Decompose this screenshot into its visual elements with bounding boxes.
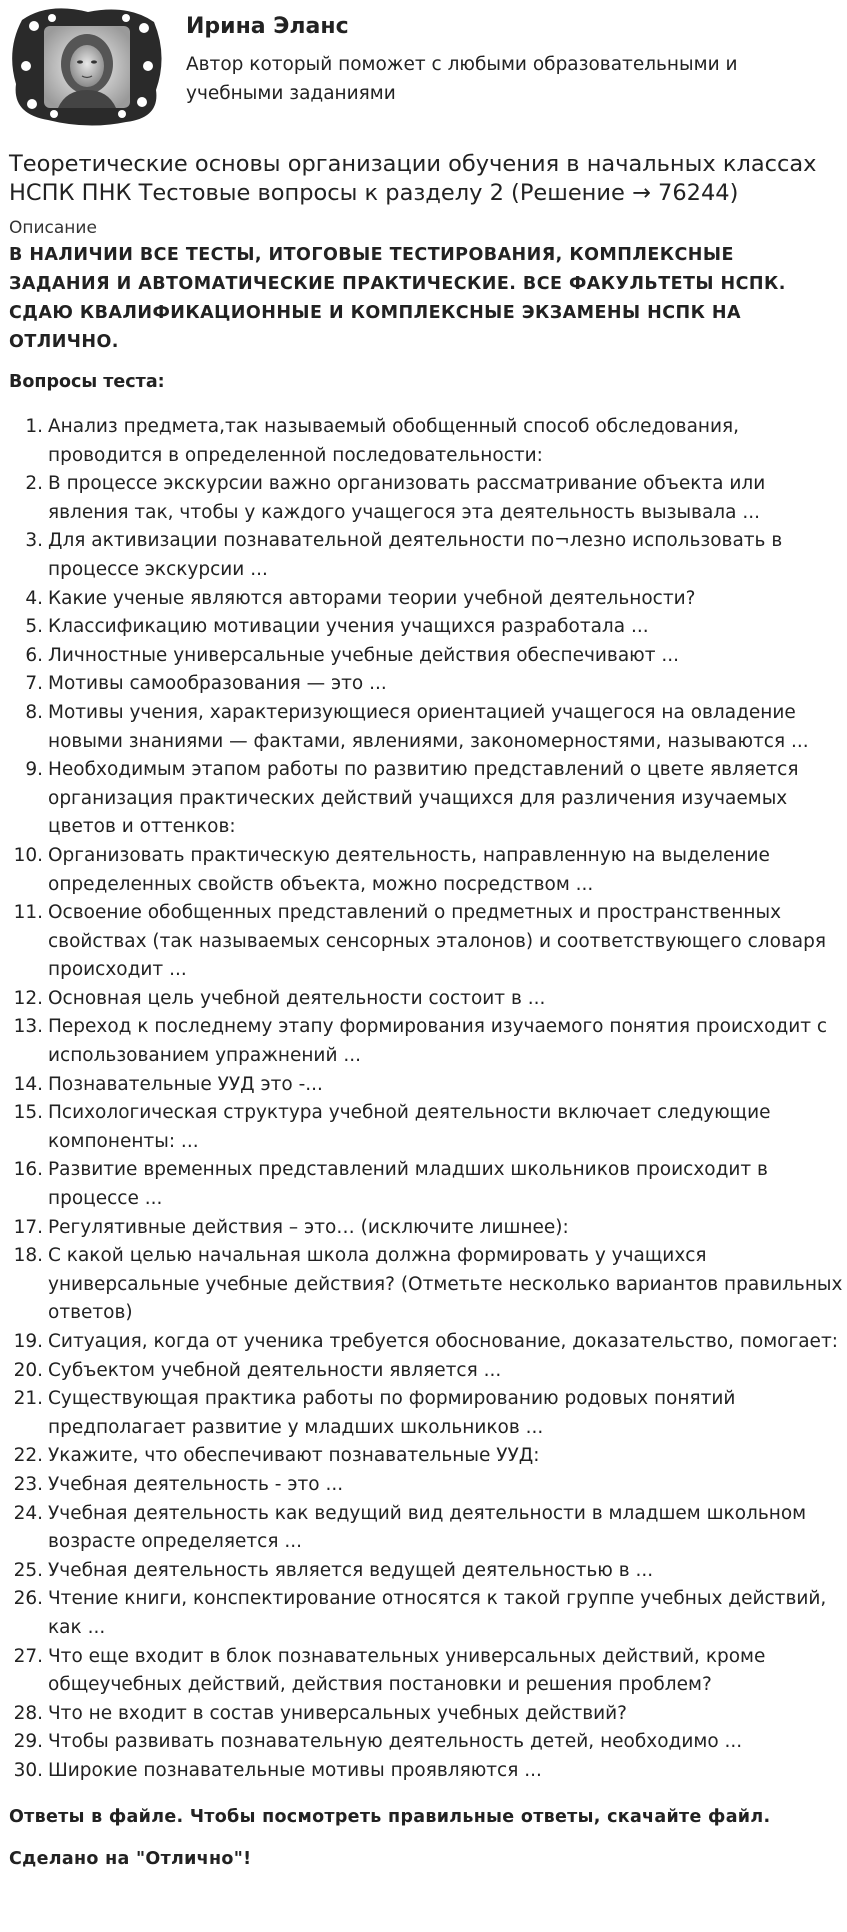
question-number: 28. bbox=[13, 1702, 43, 1724]
question-item bbox=[9, 1728, 847, 1757]
question-text: Развитие временных представлений младших школьников происходит в процессе ... bbox=[48, 1159, 768, 1210]
question-number: 18. bbox=[13, 1245, 43, 1267]
questions-list bbox=[9, 413, 843, 1786]
question-number: 25. bbox=[13, 1559, 43, 1581]
question-item bbox=[9, 1357, 847, 1386]
question-number: 29. bbox=[13, 1731, 43, 1753]
question-item bbox=[9, 1500, 847, 1557]
question-number: 21. bbox=[13, 1388, 43, 1410]
question-text: Ситуация, когда от ученика требуется обоснование, доказательство, помогает: bbox=[48, 1331, 838, 1352]
question-item bbox=[9, 1242, 847, 1328]
question-item bbox=[9, 1557, 847, 1586]
description-label: Описание bbox=[9, 218, 97, 238]
question-text: Для активизации познавательной деятельности по¬лезно использовать в процессе экскурсии ... bbox=[48, 530, 783, 580]
question-item bbox=[9, 756, 847, 842]
question-number: 4. bbox=[25, 587, 43, 609]
question-item bbox=[9, 470, 847, 527]
question-item bbox=[9, 613, 847, 642]
question-text: Освоение обобщенных представлений о предметных и пространственных свойствах (так называемых сенсорных эталонов) и соответствующего словаря происходит ... bbox=[48, 902, 827, 981]
question-number: 12. bbox=[13, 987, 43, 1009]
question-number: 20. bbox=[13, 1359, 43, 1381]
question-text: Какие ученые являются авторами теории учебной деятельности? bbox=[48, 587, 696, 609]
question-number: 15. bbox=[13, 1102, 43, 1124]
author-name[interactable]: Ирина Эланс bbox=[186, 14, 349, 39]
question-item bbox=[9, 1328, 847, 1357]
questions-label: Вопросы теста: bbox=[9, 372, 165, 392]
answers-note: Ответы в файле. Чтобы посмотреть правильные ответы, скачайте файл. bbox=[9, 1806, 771, 1827]
question-text: Укажите, что обеспечивают познавательные УУД: bbox=[48, 1445, 540, 1467]
question-item bbox=[9, 1585, 847, 1642]
question-item bbox=[9, 1214, 847, 1243]
question-text: Чтобы развивать познавательную деятельность детей, необходимо ... bbox=[48, 1731, 743, 1753]
question-item bbox=[9, 413, 847, 470]
question-text: Что еще входит в блок познавательных универсальных действий, кроме общеучебных действий, действия постановки и решения проблем? bbox=[48, 1645, 766, 1696]
question-number: 11. bbox=[13, 902, 43, 924]
question-item bbox=[9, 670, 847, 699]
question-text: Переход к последнему этапу формирования изучаемого понятия происходит с использованием упражнений ... bbox=[48, 1016, 828, 1067]
question-item bbox=[9, 1700, 847, 1729]
question-number: 17. bbox=[13, 1216, 43, 1238]
question-number: 7. bbox=[25, 673, 43, 695]
question-text: Мотивы самообразования — это ... bbox=[48, 673, 387, 695]
question-number: 27. bbox=[13, 1645, 43, 1667]
question-text: Учебная деятельность как ведущий вид деятельности в младшем школьном возрасте определяется ... bbox=[48, 1502, 807, 1553]
question-number: 22. bbox=[13, 1445, 43, 1467]
question-item bbox=[9, 1643, 847, 1700]
question-text: Познавательные УУД это -... bbox=[48, 1073, 323, 1095]
question-text: В процессе экскурсии важно организовать рассматривание объекта или явления так, чтобы у каждого учащегося эта деятельность вызывала ... bbox=[48, 473, 766, 523]
question-text: Субъектом учебной деятельности является ... bbox=[48, 1359, 502, 1381]
page-title: Теоретические основы организации обучения в начальных классах НСПК ПНК Тестовые вопросы к разделу 2 (Решение → 76244) bbox=[9, 151, 817, 206]
question-item bbox=[9, 842, 847, 899]
question-number: 10. bbox=[13, 844, 43, 866]
avatar[interactable] bbox=[8, 6, 166, 126]
question-number: 3. bbox=[25, 530, 43, 552]
question-text: Регулятивные действия – это… (исключите лишнее): bbox=[48, 1216, 569, 1238]
question-text: Мотивы учения, характеризующиеся ориентацией учащегося на овладение новыми знаниями — фактами, явлениями, закономерностями, называются ... bbox=[48, 701, 809, 752]
question-number: 30. bbox=[13, 1759, 43, 1781]
question-number: 19. bbox=[13, 1331, 43, 1352]
question-item bbox=[9, 1013, 847, 1070]
question-text: Анализ предмета,так называемый обобщенный способ обследования, проводится в определенной последовательности: bbox=[48, 416, 740, 466]
question-item bbox=[9, 1442, 847, 1471]
question-number: 2. bbox=[25, 473, 43, 495]
question-item bbox=[9, 899, 847, 985]
question-item bbox=[9, 1471, 847, 1500]
question-item bbox=[9, 1385, 847, 1442]
quality-note: Сделано на "Отлично"! bbox=[9, 1848, 252, 1869]
question-number: 5. bbox=[25, 616, 43, 638]
question-item bbox=[9, 1071, 847, 1100]
question-text: Учебная деятельность является ведущей деятельностью в ... bbox=[48, 1559, 654, 1581]
question-number: 14. bbox=[13, 1073, 43, 1095]
question-number: 26. bbox=[13, 1588, 43, 1610]
question-item bbox=[9, 642, 847, 671]
question-number: 6. bbox=[25, 644, 43, 666]
question-item bbox=[9, 585, 847, 614]
question-text: Личностные универсальные учебные действия обеспечивают ... bbox=[48, 644, 680, 666]
question-number: 9. bbox=[25, 759, 43, 781]
question-item bbox=[9, 1099, 847, 1156]
work-content bbox=[9, 150, 843, 1870]
question-item bbox=[9, 527, 847, 584]
question-text: Организовать практическую деятельность, направленную на выделение определенных свойств объекта, можно посредством ... bbox=[48, 844, 770, 895]
description-text: В НАЛИЧИИ ВСЕ ТЕСТЫ, ИТОГОВЫЕ ТЕСТИРОВАНИЯ, КОМПЛЕКСНЫЕ ЗАДАНИЯ И АВТОМАТИЧЕСКИЕ ПРАКТИЧЕСКИЕ. ВСЕ ФАКУЛЬТЕТЫ НСПК. СДАЮ КВАЛИФИКАЦИОННЫЕ И КОМПЛЕКСНЫЕ ЭКЗАМЕНЫ НСПК НА ОТЛИЧНО. bbox=[9, 245, 786, 352]
question-text: Учебная деятельность - это ... bbox=[48, 1473, 344, 1495]
question-text: С какой целью начальная школа должна формировать у учащихся универсальные учебные действия? (Отметьте несколько вариантов правильных ответов) bbox=[48, 1245, 843, 1324]
question-number: 16. bbox=[13, 1159, 43, 1181]
question-item bbox=[9, 985, 847, 1014]
question-number: 24. bbox=[13, 1502, 43, 1524]
question-item bbox=[9, 1757, 847, 1786]
question-number: 13. bbox=[13, 1016, 43, 1038]
question-text: Необходимым этапом работы по развитию представлений о цвете является организация практических действий учащихся для различения изучаемых цветов и оттенков: bbox=[48, 759, 799, 838]
author-block bbox=[0, 0, 847, 140]
question-number: 23. bbox=[13, 1473, 43, 1495]
question-text: Широкие познавательные мотивы проявляются ... bbox=[48, 1759, 542, 1781]
question-number: 8. bbox=[25, 701, 43, 723]
question-text: Существующая практика работы по формированию родовых понятий предполагает развитие у младших школьников ... bbox=[48, 1388, 736, 1438]
author-description: Автор который поможет с любыми образовательными и учебными заданиями bbox=[186, 54, 738, 104]
question-item bbox=[9, 1156, 847, 1213]
question-text: Что не входит в состав универсальных учебных действий? bbox=[48, 1702, 627, 1724]
question-item bbox=[9, 699, 847, 756]
question-text: Классификацию мотивации учения учащихся разработала ... bbox=[48, 616, 649, 638]
question-text: Психологическая структура учебной деятельности включает следующие компоненты: ... bbox=[48, 1102, 771, 1152]
question-text: Чтение книги, конспектирование относятся к такой группе учебных действий, как ... bbox=[48, 1588, 827, 1638]
question-number: 1. bbox=[25, 416, 43, 437]
question-text: Основная цель учебной деятельности состоит в ... bbox=[48, 987, 546, 1009]
